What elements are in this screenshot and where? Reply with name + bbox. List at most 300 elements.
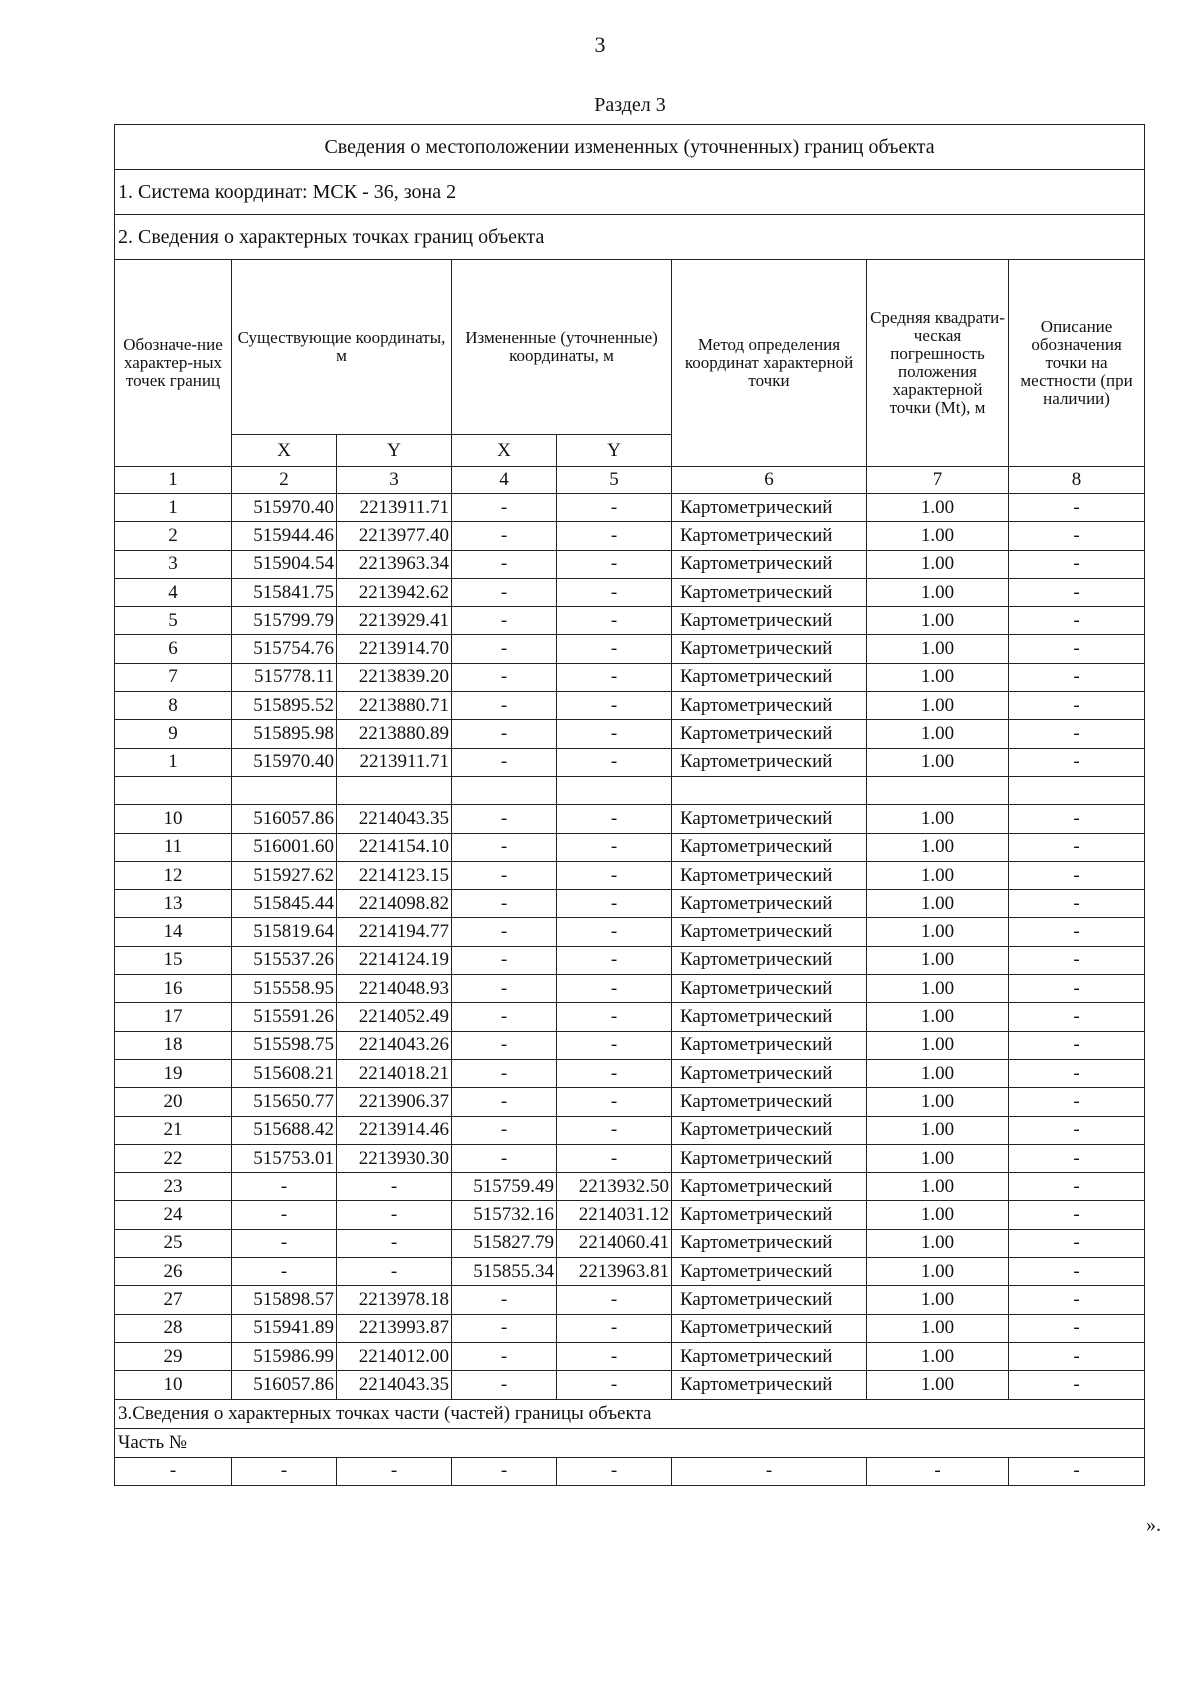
table-cell: - — [452, 1457, 557, 1485]
table-cell: 516057.86 — [232, 805, 337, 833]
table-cell — [452, 776, 557, 804]
table-cell: - — [452, 833, 557, 861]
table-cell: - — [452, 550, 557, 578]
table-cell: 1.00 — [867, 946, 1009, 974]
table-cell: 2214012.00 — [337, 1342, 452, 1370]
table-cell: - — [452, 748, 557, 776]
table-cell: - — [557, 1059, 672, 1087]
table-cell: - — [1009, 1144, 1145, 1172]
closing-mark: ». — [1146, 1514, 1161, 1536]
table-cell: Картометрический — [672, 975, 867, 1003]
points-heading: 2. Сведения о характерных точках границ объекта — [115, 215, 1145, 260]
table-row — [115, 1031, 1145, 1059]
table-cell: Картометрический — [672, 720, 867, 748]
table-cell: 1.00 — [867, 522, 1009, 550]
table-row — [115, 1371, 1145, 1399]
table-cell: 1.00 — [867, 1144, 1009, 1172]
table-cell: - — [1009, 522, 1145, 550]
table-cell: - — [557, 1314, 672, 1342]
table-cell: Картометрический — [672, 946, 867, 974]
table-row — [115, 890, 1145, 918]
table-cell: - — [452, 663, 557, 691]
table-cell: 2214031.12 — [557, 1201, 672, 1229]
table-row — [115, 1258, 1145, 1286]
table-row — [115, 1201, 1145, 1229]
table-row — [115, 861, 1145, 889]
table-row — [115, 720, 1145, 748]
table-cell — [115, 776, 232, 804]
table-cell: - — [1009, 1314, 1145, 1342]
table-cell: 515970.40 — [232, 494, 337, 522]
table-cell: 1.00 — [867, 1088, 1009, 1116]
table-row — [115, 1116, 1145, 1144]
table-cell: - — [1009, 1229, 1145, 1257]
table-cell: 8 — [115, 692, 232, 720]
header-method: Метод определения координат характерной точки — [672, 260, 867, 467]
table-cell: Картометрический — [672, 1229, 867, 1257]
table-cell: 515598.75 — [232, 1031, 337, 1059]
coordinate-system: 1. Система координат: МСК - 36, зона 2 — [115, 170, 1145, 215]
table-cell: 515898.57 — [232, 1286, 337, 1314]
table-cell: - — [557, 1088, 672, 1116]
table-cell: 3 — [115, 550, 232, 578]
column-numbers-row — [115, 467, 1145, 494]
table-cell: 515819.64 — [232, 918, 337, 946]
table-cell: 515904.54 — [232, 550, 337, 578]
table-cell: 2214048.93 — [337, 975, 452, 1003]
table-row — [115, 522, 1145, 550]
table-cell: - — [1009, 1371, 1145, 1399]
table-cell: 515827.79 — [452, 1229, 557, 1257]
table-cell: - — [1009, 1003, 1145, 1031]
table-cell: 2213911.71 — [337, 748, 452, 776]
table-cell: - — [452, 1342, 557, 1370]
table-cell: 2213932.50 — [557, 1173, 672, 1201]
table-cell: 10 — [115, 1371, 232, 1399]
table-cell: 515855.34 — [452, 1258, 557, 1286]
table-cell: 1 — [115, 748, 232, 776]
table-cell: 1.00 — [867, 1229, 1009, 1257]
table-cell: - — [452, 805, 557, 833]
table-cell: - — [557, 1457, 672, 1485]
table-cell: 13 — [115, 890, 232, 918]
table-cell: 1.00 — [867, 1173, 1009, 1201]
table-cell: - — [557, 1031, 672, 1059]
table-cell: - — [557, 607, 672, 635]
table-cell: - — [452, 494, 557, 522]
table-cell: 4 — [115, 578, 232, 606]
table-cell: Картометрический — [672, 1144, 867, 1172]
header-existing-coordinates: Существующие координаты, м — [232, 260, 452, 435]
table-cell: Картометрический — [672, 1286, 867, 1314]
table-cell: - — [1009, 1201, 1145, 1229]
table-cell: 516001.60 — [232, 833, 337, 861]
table-cell: - — [1009, 578, 1145, 606]
table-cell: Картометрический — [672, 1371, 867, 1399]
table-row — [115, 635, 1145, 663]
table-cell: 1.00 — [867, 1314, 1009, 1342]
table-cell: 1.00 — [867, 861, 1009, 889]
table-cell: 2213963.81 — [557, 1258, 672, 1286]
table-cell: - — [337, 1229, 452, 1257]
table-cell: Картометрический — [672, 890, 867, 918]
table-cell: Картометрический — [672, 918, 867, 946]
table-cell: - — [672, 1457, 867, 1485]
table-cell: 1.00 — [867, 1201, 1009, 1229]
table-cell: Картометрический — [672, 833, 867, 861]
table-cell: 515927.62 — [232, 861, 337, 889]
table-cell: - — [1009, 833, 1145, 861]
table-cell: - — [452, 918, 557, 946]
table-cell: 1.00 — [867, 1342, 1009, 1370]
table-cell: - — [557, 522, 672, 550]
table-cell: 2214124.19 — [337, 946, 452, 974]
table-cell: - — [1009, 861, 1145, 889]
parts-heading: 3.Сведения о характерных точках части (частей) границы объекта — [115, 1399, 1145, 1428]
header-x-changed: X — [452, 435, 557, 467]
table-cell: 1.00 — [867, 975, 1009, 1003]
table-cell: 2214052.49 — [337, 1003, 452, 1031]
table-row — [115, 578, 1145, 606]
table-cell: Картометрический — [672, 607, 867, 635]
table-cell: - — [557, 550, 672, 578]
table-row — [115, 805, 1145, 833]
table-cell: - — [232, 1457, 337, 1485]
table-cell: - — [452, 1059, 557, 1087]
table-cell: - — [452, 607, 557, 635]
table-cell: 2214060.41 — [557, 1229, 672, 1257]
table-cell: 2213914.46 — [337, 1116, 452, 1144]
table-cell: 28 — [115, 1314, 232, 1342]
table-cell: 14 — [115, 918, 232, 946]
table-cell: 1.00 — [867, 494, 1009, 522]
table-cell: - — [557, 975, 672, 1003]
table-cell: 1.00 — [867, 663, 1009, 691]
table-cell: - — [557, 635, 672, 663]
table-cell: 1.00 — [867, 1286, 1009, 1314]
table-cell: 19 — [115, 1059, 232, 1087]
table-cell: Картометрический — [672, 578, 867, 606]
table-cell: 1.00 — [867, 1003, 1009, 1031]
table-cell: 7 — [115, 663, 232, 691]
table-cell: - — [232, 1229, 337, 1257]
table-cell: 2214194.77 — [337, 918, 452, 946]
table-cell: 515970.40 — [232, 748, 337, 776]
table-cell: 2213914.70 — [337, 635, 452, 663]
table-cell: 17 — [115, 1003, 232, 1031]
table-row — [115, 1173, 1145, 1201]
table-row — [115, 494, 1145, 522]
table-cell: - — [337, 1258, 452, 1286]
table-cell: Картометрический — [672, 1031, 867, 1059]
table-cell: 515688.42 — [232, 1116, 337, 1144]
table-cell: 515759.49 — [452, 1173, 557, 1201]
table-cell — [337, 776, 452, 804]
table-cell: - — [232, 1201, 337, 1229]
table-cell: 2213978.18 — [337, 1286, 452, 1314]
table-cell: 515558.95 — [232, 975, 337, 1003]
table-cell: - — [337, 1173, 452, 1201]
table-cell: - — [1009, 1088, 1145, 1116]
header-x-existing: X — [232, 435, 337, 467]
column-number: 5 — [557, 467, 672, 494]
table-cell: - — [1009, 748, 1145, 776]
table-cell: Картометрический — [672, 522, 867, 550]
table-cell: - — [1009, 1031, 1145, 1059]
table-cell: - — [452, 1116, 557, 1144]
table-cell: - — [452, 1144, 557, 1172]
table-cell: Картометрический — [672, 635, 867, 663]
table-cell: Картометрический — [672, 1342, 867, 1370]
table-cell: 2213930.30 — [337, 1144, 452, 1172]
table-cell: Картометрический — [672, 1003, 867, 1031]
table-cell: 515895.98 — [232, 720, 337, 748]
table-row — [115, 748, 1145, 776]
table-cell: Картометрический — [672, 1059, 867, 1087]
table-cell: - — [557, 1342, 672, 1370]
table-cell: Картометрический — [672, 692, 867, 720]
table-row — [115, 1144, 1145, 1172]
table-cell: - — [1009, 550, 1145, 578]
table-row — [115, 1003, 1145, 1031]
table-row — [115, 776, 1145, 804]
table-cell: 1.00 — [867, 635, 1009, 663]
table-cell: Картометрический — [672, 550, 867, 578]
table-cell: - — [452, 1286, 557, 1314]
table-cell: Картометрический — [672, 494, 867, 522]
table-cell: 2213963.34 — [337, 550, 452, 578]
table-cell: - — [1009, 494, 1145, 522]
column-number: 8 — [1009, 467, 1145, 494]
table-cell: 29 — [115, 1342, 232, 1370]
table-cell: 20 — [115, 1088, 232, 1116]
table-cell: - — [557, 805, 672, 833]
table-cell: 11 — [115, 833, 232, 861]
table-cell: - — [1009, 946, 1145, 974]
table-cell: - — [452, 1314, 557, 1342]
table-cell: - — [452, 720, 557, 748]
column-number: 3 — [337, 467, 452, 494]
table-row — [115, 1314, 1145, 1342]
table-cell: 2214043.26 — [337, 1031, 452, 1059]
table-cell: 6 — [115, 635, 232, 663]
table-cell: 25 — [115, 1229, 232, 1257]
table-row — [115, 1059, 1145, 1087]
part-row — [115, 1457, 1145, 1485]
table-cell: - — [557, 833, 672, 861]
table-cell: 1.00 — [867, 1059, 1009, 1087]
table-cell: - — [1009, 890, 1145, 918]
table-cell — [1009, 776, 1145, 804]
column-number: 1 — [115, 467, 232, 494]
column-number: 7 — [867, 467, 1009, 494]
table-cell: - — [115, 1457, 232, 1485]
table-cell: - — [1009, 1342, 1145, 1370]
table-row — [115, 692, 1145, 720]
table-cell: 515778.11 — [232, 663, 337, 691]
table-cell: - — [452, 946, 557, 974]
table-cell: - — [867, 1457, 1009, 1485]
table-cell: - — [557, 1144, 672, 1172]
table-row — [115, 1088, 1145, 1116]
table-cell: - — [1009, 805, 1145, 833]
table-cell: 515608.21 — [232, 1059, 337, 1087]
table-row — [115, 946, 1145, 974]
header-changed-coordinates: Измененные (уточненные) координаты, м — [452, 260, 672, 435]
table-row — [115, 550, 1145, 578]
table-cell: 515845.44 — [232, 890, 337, 918]
table-cell: 5 — [115, 607, 232, 635]
table-cell: 515537.26 — [232, 946, 337, 974]
table-cell: 515944.46 — [232, 522, 337, 550]
table-cell: 2213942.62 — [337, 578, 452, 606]
table-cell: 515732.16 — [452, 1201, 557, 1229]
table-cell: 2214043.35 — [337, 1371, 452, 1399]
header-point-designation: Обозначе-ние характер-ных точек границ — [115, 260, 232, 467]
table-cell: 1.00 — [867, 607, 1009, 635]
table-row — [115, 663, 1145, 691]
column-number: 2 — [232, 467, 337, 494]
table-cell: 2214098.82 — [337, 890, 452, 918]
table-cell: - — [557, 861, 672, 889]
table-cell: 515986.99 — [232, 1342, 337, 1370]
table-cell: 1.00 — [867, 578, 1009, 606]
column-number: 4 — [452, 467, 557, 494]
table-cell: 27 — [115, 1286, 232, 1314]
table-cell: - — [452, 692, 557, 720]
table-cell: - — [1009, 1457, 1145, 1485]
table-cell: Картометрический — [672, 805, 867, 833]
table-cell: - — [557, 748, 672, 776]
table-cell — [867, 776, 1009, 804]
table-cell: - — [452, 975, 557, 1003]
page-number: 3 — [594, 32, 606, 57]
table-cell: - — [452, 522, 557, 550]
table-cell: - — [557, 720, 672, 748]
table-cell: 515841.75 — [232, 578, 337, 606]
table-cell: 515650.77 — [232, 1088, 337, 1116]
table-cell: - — [1009, 720, 1145, 748]
table-cell: - — [1009, 692, 1145, 720]
table-cell: - — [452, 1371, 557, 1399]
table-cell: Картометрический — [672, 861, 867, 889]
table-cell: 18 — [115, 1031, 232, 1059]
header-error: Средняя квадрати-ческая погрешность положения характерной точки (Mt), м — [867, 260, 1009, 467]
table-cell: - — [1009, 1059, 1145, 1087]
table-cell: - — [452, 1003, 557, 1031]
table-cell: 1.00 — [867, 720, 1009, 748]
table-cell: 16 — [115, 975, 232, 1003]
table-cell: 2214154.10 — [337, 833, 452, 861]
header-y-existing: Y — [337, 435, 452, 467]
table-row — [115, 975, 1145, 1003]
table-cell: 2214043.35 — [337, 805, 452, 833]
table-cell: 2213839.20 — [337, 663, 452, 691]
section-label: Раздел 3 — [594, 94, 666, 116]
table-cell: 2214018.21 — [337, 1059, 452, 1087]
table-cell: Картометрический — [672, 1088, 867, 1116]
table-cell: Картометрический — [672, 748, 867, 776]
table-cell: 2213977.40 — [337, 522, 452, 550]
table-cell: 1.00 — [867, 1371, 1009, 1399]
part-label: Часть № — [115, 1428, 1145, 1457]
table-cell: 1.00 — [867, 550, 1009, 578]
table-cell: - — [557, 494, 672, 522]
table-cell: Картометрический — [672, 1173, 867, 1201]
table-cell: - — [557, 1116, 672, 1144]
table-cell: - — [232, 1258, 337, 1286]
table-cell: - — [337, 1201, 452, 1229]
table-cell: 2213929.41 — [337, 607, 452, 635]
table-cell: - — [1009, 663, 1145, 691]
table-cell: - — [1009, 1173, 1145, 1201]
table-cell: - — [452, 861, 557, 889]
table-cell: 1.00 — [867, 918, 1009, 946]
table-cell: - — [337, 1457, 452, 1485]
table-cell: 1.00 — [867, 1031, 1009, 1059]
table-cell: Картометрический — [672, 1314, 867, 1342]
table-cell: 2213880.71 — [337, 692, 452, 720]
table-cell: 24 — [115, 1201, 232, 1229]
table-cell: 2213993.87 — [337, 1314, 452, 1342]
table-title: Сведения о местоположении измененных (уточненных) границ объекта — [115, 125, 1145, 170]
table-cell: 1.00 — [867, 890, 1009, 918]
table-cell: 1.00 — [867, 1258, 1009, 1286]
table-cell: 21 — [115, 1116, 232, 1144]
table-cell: - — [232, 1173, 337, 1201]
header-y-changed: Y — [557, 435, 672, 467]
boundary-points-table — [114, 124, 1145, 1486]
table-cell: - — [557, 1003, 672, 1031]
table-cell: Картометрический — [672, 663, 867, 691]
table-cell: Картометрический — [672, 1201, 867, 1229]
table-cell: 1.00 — [867, 805, 1009, 833]
table-cell: - — [1009, 918, 1145, 946]
table-cell — [232, 776, 337, 804]
table-cell: 15 — [115, 946, 232, 974]
table-cell: 1.00 — [867, 833, 1009, 861]
table-cell: - — [557, 890, 672, 918]
table-cell: - — [452, 1088, 557, 1116]
table-cell: 515941.89 — [232, 1314, 337, 1342]
header-description: Описание обозначения точки на местности (при наличии) — [1009, 260, 1145, 467]
table-cell: - — [1009, 635, 1145, 663]
table-cell: 2214123.15 — [337, 861, 452, 889]
table-cell: 2 — [115, 522, 232, 550]
table-cell: 22 — [115, 1144, 232, 1172]
table-cell: - — [452, 890, 557, 918]
table-cell: - — [557, 692, 672, 720]
table-cell: - — [557, 1286, 672, 1314]
table-cell: - — [452, 635, 557, 663]
table-row — [115, 1286, 1145, 1314]
table-cell: 2213906.37 — [337, 1088, 452, 1116]
table-cell: - — [1009, 1286, 1145, 1314]
table-cell: 515799.79 — [232, 607, 337, 635]
table-cell: 23 — [115, 1173, 232, 1201]
table-cell: 1.00 — [867, 1116, 1009, 1144]
table-cell: - — [1009, 1116, 1145, 1144]
table-cell: 1.00 — [867, 748, 1009, 776]
table-row — [115, 833, 1145, 861]
table-cell: - — [557, 663, 672, 691]
table-cell: - — [452, 1031, 557, 1059]
table-cell: 515895.52 — [232, 692, 337, 720]
table-cell: - — [452, 578, 557, 606]
table-cell: 515591.26 — [232, 1003, 337, 1031]
table-cell: 516057.86 — [232, 1371, 337, 1399]
table-cell: 1.00 — [867, 692, 1009, 720]
